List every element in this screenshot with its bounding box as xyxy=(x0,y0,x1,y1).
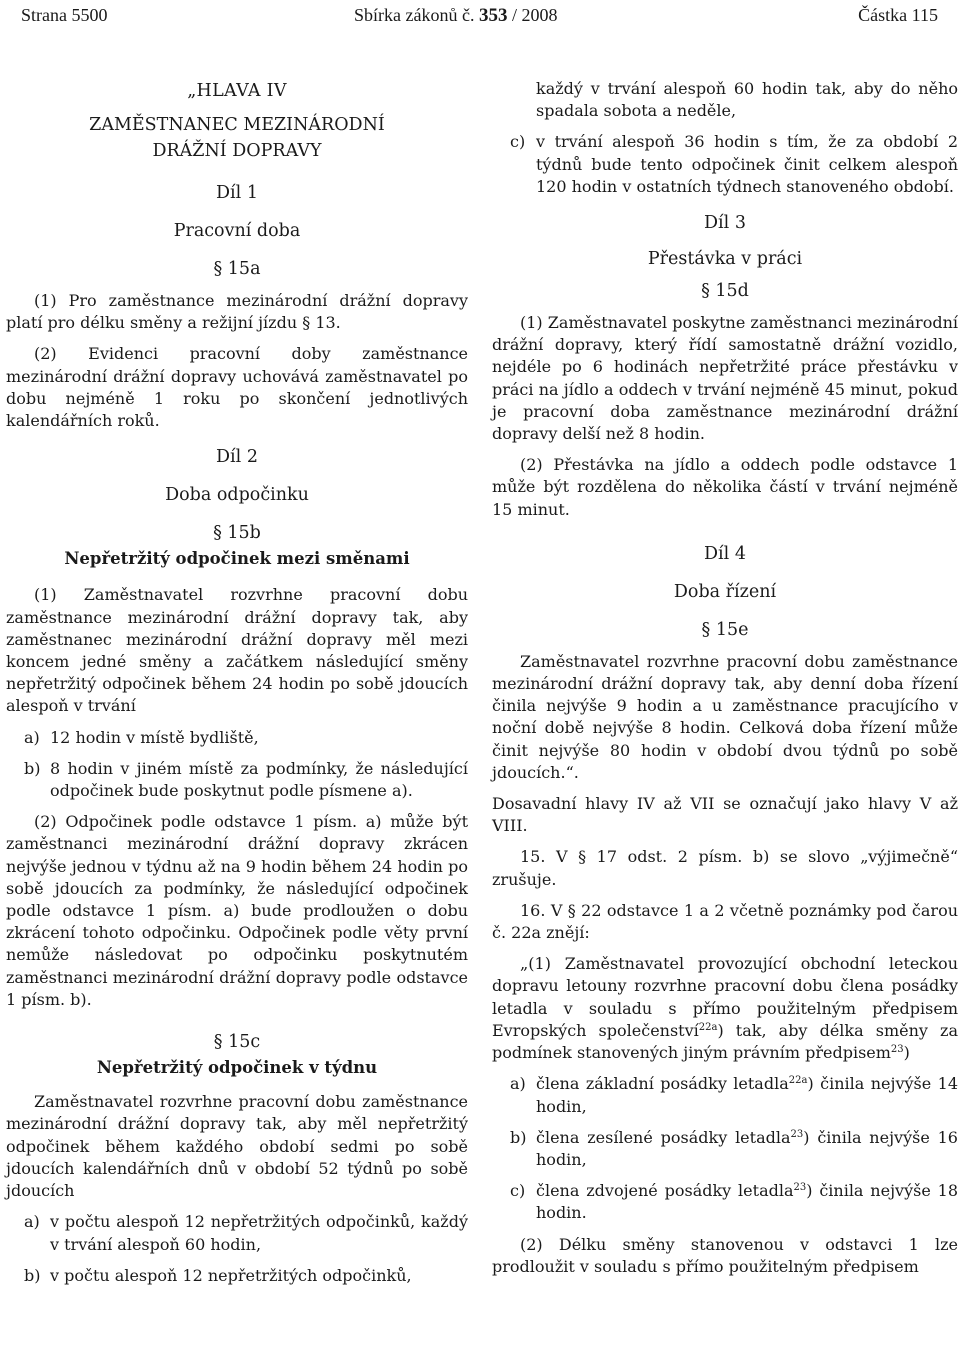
hlava-heading: „HLAVA IV xyxy=(187,81,287,101)
page-header xyxy=(0,0,960,34)
collection-title: Sbírka zákonů č. 353 / 2008 xyxy=(354,5,558,26)
section-15e-para: Zaměstnavatel rozvrhne pracovní dobu zaměstnance mezinárodní drážní dopravy tak, aby denní doba řízení činila nejvýše 9 hodin a u zaměstnance pracujícího v noční době nejvýše 8 hodin. Celková doba řízení může činit nejvýše 80 hodin v období dvou týdnů po sobě jdoucích.“. xyxy=(492,651,958,782)
part-4-heading: Díl 4 xyxy=(704,543,746,564)
list-item: a) 12 hodin v místě bydliště, xyxy=(6,727,468,749)
footnote-ref: 23 xyxy=(790,1128,804,1140)
part-2-title: Doba odpočinku xyxy=(165,485,309,506)
list-label: b) xyxy=(24,758,41,778)
list-item: a) v počtu alespoň 12 nepřetržitých odpočinků, každý v trvání alespoň 60 hodin, xyxy=(24,1212,468,1254)
list-label: c) xyxy=(510,1181,526,1201)
right-column xyxy=(492,78,958,1278)
footnote-ref: 22a xyxy=(698,1021,718,1033)
chapter-title-line1: ZAMĚSTNANEC MEZINÁRODNÍ xyxy=(89,115,385,135)
left-column xyxy=(6,78,468,1287)
issue-number: Částka 115 xyxy=(858,5,938,25)
section-15b-para-1: (1) Zaměstnavatel rozvrhne pracovní dobu zaměstnance mezinárodní drážní dopravy tak, aby zaměstnanec mezinárodní drážní dopravy měl mezi koncem jedné směny a začátkem následující směny nepřetržitý odpočinek během 24 hodin po sobě jdoucích alespoň v trvání xyxy=(6,585,468,716)
quoted-para-1: „(1) Zaměstnavatel provozující obchodní leteckou dopravu letouny rozvrhne pracovní dobu člena posádky letadla v souladu s přímo použitelným předpisem Evropských společenství$^{22a}$) tak, aby délka směny za podmínek stanovených jiným právním předpisem$^{23}$) xyxy=(492,954,958,1063)
list-item: b) v počtu alespoň 12 nepřetržitých odpočinků, xyxy=(6,1265,468,1287)
list-label: c) xyxy=(510,132,526,152)
section-15d-para-2: (2) Přestávka na jídlo a oddech podle odstavce 1 může být rozdělena do několika částí v trvání nejméně 15 minut. xyxy=(492,455,958,519)
list-item-continuation: každý v trvání alespoň 60 hodin tak, aby do něho spadala sobota a neděle, xyxy=(536,79,958,121)
section-15b-title: Nepřetržitý odpočinek mezi směnami xyxy=(64,549,410,569)
list-item: a) člena základní posádky letadla$^{22a}$) činila nejvýše 14 hodin, xyxy=(510,1074,958,1116)
footnote-ref: 23 xyxy=(890,1044,904,1056)
quoted-para-2: (2) Délku směny stanovenou v odstavci 1 lze prodloužit v souladu s přímo použitelným předpisem xyxy=(492,1234,958,1276)
chapter-title-line2: DRÁŽNÍ DOPRAVY xyxy=(152,141,322,161)
list-label: a) xyxy=(24,727,40,747)
amendment-16: 16. V § 22 odstavce 1 a 2 včetně poznámky pod čarou č. 22a znějí: xyxy=(492,900,958,943)
section-15a-para-1: (1) Pro zaměstnance mezinárodní drážní dopravy platí pro délku směny a režijní jízdu § 13. xyxy=(6,291,468,333)
part-3-title: Přestávka v práci xyxy=(647,249,803,270)
section-15d-para-1: (1) Zaměstnavatel poskytne zaměstnanci mezinárodní drážní dopravy, který řídí samostatně drážní vozidlo, nejdéle po 6 hodinách nepřetržité práce přestávku v práci na jídlo a oddech v trvání nejméně 45 minut, pokud je pracovní doba zaměstnance mezinárodní drážní dopravy delší než 8 hodin. xyxy=(492,313,958,444)
part-3-heading: Díl 3 xyxy=(704,213,746,234)
list-item: c) člena zdvojené posádky letadla$^{23}$) činila nejvýše 18 hodin. xyxy=(510,1181,958,1223)
list-label: b) xyxy=(24,1265,41,1285)
part-1-title: Pracovní doba xyxy=(173,221,301,241)
section-15c-heading: § 15c xyxy=(213,1032,261,1053)
part-1-heading: Díl 1 xyxy=(216,183,258,203)
list-item: b) člena zesílené posádky letadla$^{23}$) činila nejvýše 16 hodin, xyxy=(510,1127,958,1169)
part-2-heading: Díl 2 xyxy=(216,447,258,468)
footnote-ref: 23 xyxy=(793,1182,807,1194)
section-15c-para: Zaměstnavatel rozvrhne pracovní dobu zaměstnance mezinárodní drážní dopravy tak, aby měl nepřetržitý odpočinek během každého období sedmi po sobě jdoucích kalendářních dnů v období 52 týdnů po sobě jdoucích xyxy=(6,1092,468,1201)
part-4-title: Doba řízení xyxy=(673,581,777,602)
page-number: Strana 5500 xyxy=(21,5,108,25)
renumbering-note: Dosavadní hlavy IV až VII se označují jako hlavy V až VIII. xyxy=(492,794,958,836)
law-number: 353 xyxy=(478,5,508,26)
section-15c-title: Nepřetržitý odpočinek v týdnu xyxy=(96,1058,378,1078)
list-item: c) v trvání alespoň 36 hodin s tím, že za období 2 týdnů bude tento odpočinek činit celkem alespoň 120 hodin v ostatních týdnech stanoveného období. xyxy=(510,132,958,196)
section-15d-heading: § 15d xyxy=(701,281,749,302)
footnote-ref: 22a xyxy=(788,1075,808,1087)
section-15b-heading: § 15b xyxy=(213,523,261,544)
list-item: b) 8 hodin v jiném místě za podmínky, že následující odpočinek bude poskytnut podle písmene a). xyxy=(24,758,468,801)
amendment-15: 15. V § 17 odst. 2 písm. b) se slovo „výjimečně“ zrušuje. xyxy=(492,847,958,889)
list-label: b) xyxy=(510,1127,527,1147)
section-15a-heading: § 15a xyxy=(213,259,261,279)
section-15a-para-2: (2) Evidenci pracovní doby zaměstnance mezinárodní drážní dopravy uchovává zaměstnavatel po dobu nejméně 1 roku po skončení jednotlivých kalendářních roků. xyxy=(6,344,468,431)
section-15e-heading: § 15e xyxy=(701,619,749,640)
section-15b-para-2: (2) Odpočinek podle odstavce 1 písm. a) může být zaměstnanci mezinárodní drážní dopravy zkrácen nejvýše jednou v týdnu až na 9 hodin během 24 hodin po sobě jdoucích za podmínky, že následující odpočinek podle odstavce 1 písm. a) bude prodloužen o dobu zkrácení tohoto odpočinku. Odpočinek podle věty první nemůže následovat po odpočinku poskytnutém zaměstnanci mezinárodní drážní dopravy podle odstavce 1 písm. b). xyxy=(6,812,468,1009)
list-label: a) xyxy=(510,1074,526,1094)
list-label: a) xyxy=(24,1212,40,1232)
